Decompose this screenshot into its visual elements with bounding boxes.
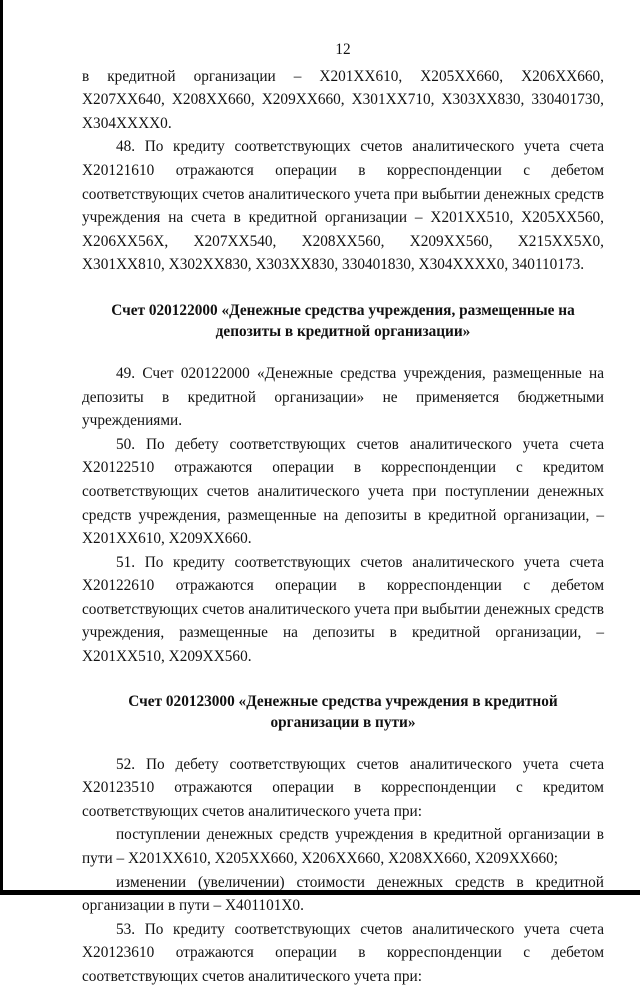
paragraph-52-item-1: поступлении денежных средств учреждения в кредитной организации в пути – X201XX610, X205XX660, X206XX660, X208XX660, X209XX660; [82,826,604,868]
section-heading-020122000: Счет 020122000 «Денежные средства учреждения, размещенные на депозиты в кредитной организации» [111,301,575,340]
paragraph-48: 48. По кредиту соответствующих счетов аналитического учета счета X20121610 отражаются операции в корреспонденции с дебетом соответствующих счетов аналитического учета при выбытии денежных средств учреждения на счета в кредитной организации – X201XX510, X205XX560, X206XX56X, X207XX540, X208XX560, X209XX560, X215XX5X0, X301XX810, X302XX830, X303XX830, 330401830, X304XXXX0, 340110173. [82,138,604,274]
paragraph-53: 53. По кредиту соответствующих счетов аналитического учета счета X20123610 отражаются операции в корреспонденции с дебетом соответствующих счетов аналитического учета при: [82,920,604,985]
paragraph-continuation: в кредитной организации – X201XX610, X205XX660, X206XX660, X207XX640, X208XX660, X209XX660, X301XX710, X303XX830, 330401730, X304XXXX0. [82,67,604,132]
paragraph-52-item-2: изменении (увеличении) стоимости денежных средств в кредитной организации в пути – X401101X0. [82,873,604,915]
paragraph-51: 51. По кредиту соответствующих счетов аналитического учета счета X20122610 отражаются операции в корреспонденции с дебетом соответствующих счетов аналитического учета при выбытии денежных средств учреждения, размещенные на депозиты в кредитной организации, – X201XX510, X209XX560. [82,553,604,666]
section-heading-020123000: Счет 020123000 «Денежные средства учреждения в кредитной организации в пути» [128,692,558,731]
scan-edge-left [0,0,3,895]
paragraph-52: 52. По дебету соответствующих счетов аналитического учета счета X20123510 отражаются операции в корреспонденции с кредитом соответствующих счетов аналитического учета при: [82,755,604,820]
page-number: 12 [335,41,351,58]
paragraph-49: 49. Счет 020122000 «Денежные средства учреждения, размещенные на депозиты в кредитной организации» не применяется бюджетными учреждениями. [82,364,604,430]
paragraph-50: 50. По дебету соответствующих счетов аналитического учета счета X20122510 отражаются операции в корреспонденции с кредитом соответствующих счетов аналитического учета при поступлении денежных средств учреждения, размещенные на депозиты в кредитной организации, – X201XX610, X209XX660. [82,435,604,548]
document-page [82,38,604,989]
